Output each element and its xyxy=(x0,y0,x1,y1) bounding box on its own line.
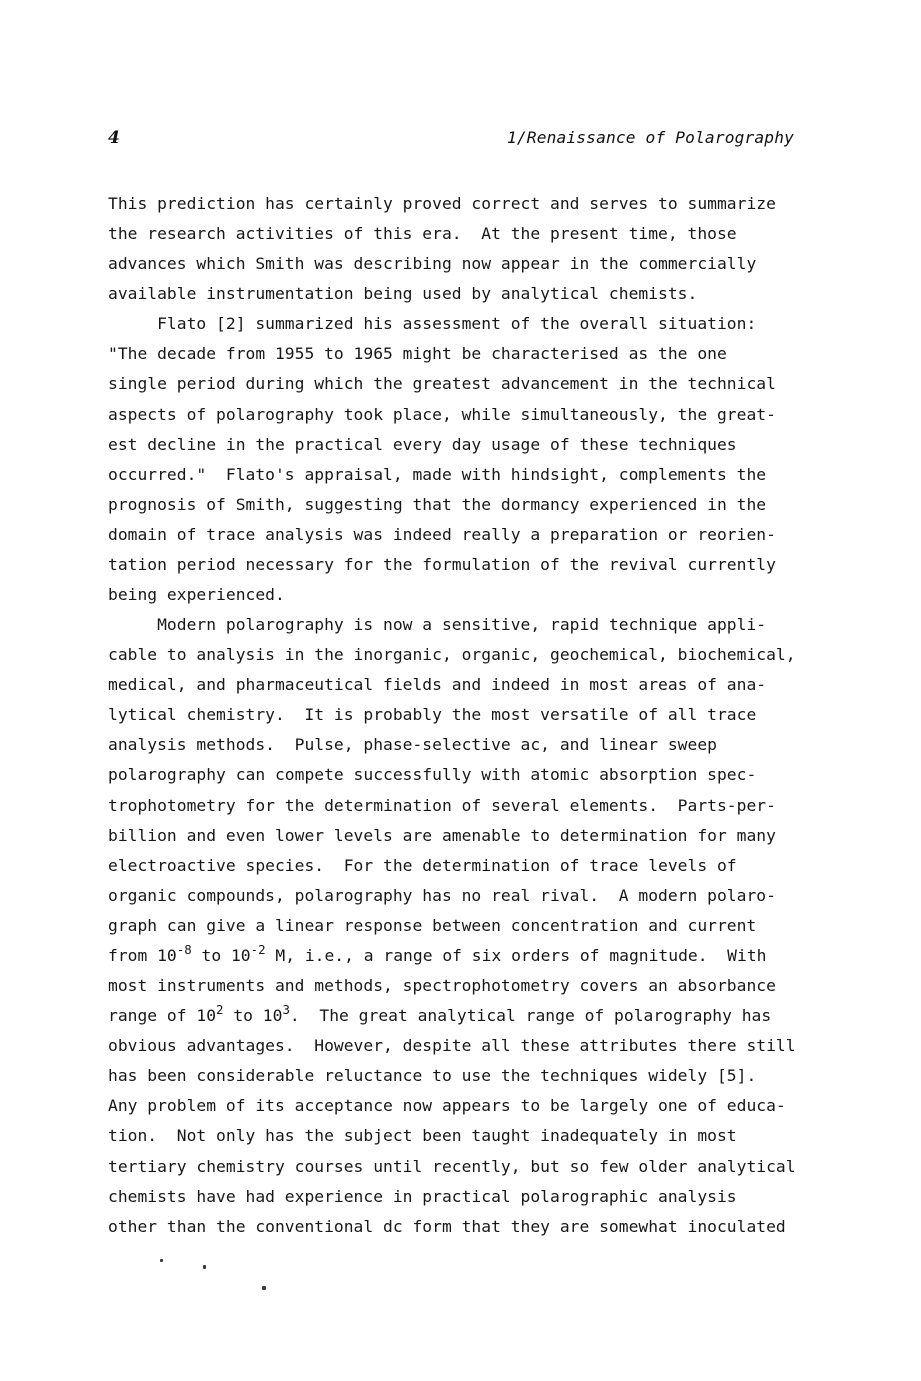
scan-speck xyxy=(203,1265,206,1269)
text-run: M, i.e., a range of six orders of magnitude. With xyxy=(265,945,767,965)
text-run: range of 10 xyxy=(108,1006,217,1026)
text-line: billion and even lower levels are amenable to determination for many xyxy=(108,825,776,845)
text-line: aspects of polarography took place, while simultaneously, the great- xyxy=(108,404,776,424)
text-run: from 10 xyxy=(108,945,177,965)
text-run: to 10 xyxy=(191,945,251,965)
text-line: cable to analysis in the inorganic, organic, geochemical, biochemical, xyxy=(108,645,796,665)
text-line: tertiary chemistry courses until recently, but so few older analytical xyxy=(108,1156,796,1176)
text-line: electroactive species. For the determination of trace levels of xyxy=(108,855,737,875)
scan-speck xyxy=(160,1259,163,1262)
exponent: -2 xyxy=(250,941,266,957)
text-line: domain of trace analysis was indeed really a preparation or reorien- xyxy=(108,524,776,544)
text-run: to 10 xyxy=(223,1006,283,1026)
text-line: This prediction has certainly proved correct and serves to summarize xyxy=(108,194,776,213)
text-line: Flato [2] summarized his assessment of the overall situation: xyxy=(108,314,757,334)
text-run: . The great analytical range of polarography has xyxy=(289,1006,772,1026)
text-line: obvious advantages. However, despite all these attributes there still xyxy=(108,1036,796,1056)
text-line: polarography can compete successfully with atomic absorption spec- xyxy=(108,765,757,785)
text-line: est decline in the practical every day usage of these techniques xyxy=(108,434,737,454)
text-line: most instruments and methods, spectrophotometry covers an absorbance xyxy=(108,976,776,996)
text-line: the research activities of this era. At the present time, those xyxy=(108,224,737,244)
exponent: 2 xyxy=(216,1002,224,1018)
text-line: lytical chemistry. It is probably the most versatile of all trace xyxy=(108,705,757,725)
text-line: organic compounds, polarography has no real rival. A modern polaro- xyxy=(108,885,776,905)
text-line: other than the conventional dc form that they are somewhat inoculated xyxy=(108,1216,786,1236)
text-line: has been considerable reluctance to use the techniques widely [5]. xyxy=(108,1066,757,1086)
page-number: 4 xyxy=(108,128,120,148)
text-line: advances which Smith was describing now appear in the commercially xyxy=(108,254,757,274)
text-line: tion. Not only has the subject been taught inadequately in most xyxy=(108,1126,737,1146)
scan-speck xyxy=(262,1286,266,1290)
body-text xyxy=(108,189,808,1242)
text-line xyxy=(108,1001,808,1031)
text-line: graph can give a linear response between concentration and current xyxy=(108,915,757,935)
running-head xyxy=(108,128,794,152)
text-line: trophotometry for the determination of several elements. Parts-per- xyxy=(108,795,776,815)
text-line: analysis methods. Pulse, phase-selective ac, and linear sweep xyxy=(108,735,717,755)
text-line: being experienced. xyxy=(108,585,285,605)
exponent: -8 xyxy=(176,941,192,957)
exponent: 3 xyxy=(282,1002,290,1018)
text-line: prognosis of Smith, suggesting that the dormancy experienced in the xyxy=(108,494,767,514)
text-line xyxy=(108,941,808,971)
text-line: single period during which the greatest advancement in the technical xyxy=(108,374,776,394)
text-line: available instrumentation being used by analytical chemists. xyxy=(108,284,698,304)
text-line: occurred." Flato's appraisal, made with hindsight, complements the xyxy=(108,464,767,484)
chapter-running-title: 1/Renaissance of Polarography xyxy=(507,128,794,147)
text-line: tation period necessary for the formulation of the revival currently xyxy=(108,554,776,574)
text-line: chemists have had experience in practical polarographic analysis xyxy=(108,1186,737,1206)
text-line: Any problem of its acceptance now appears to be largely one of educa- xyxy=(108,1096,786,1116)
text-line: "The decade from 1955 to 1965 might be characterised as the one xyxy=(108,344,727,364)
text-line: medical, and pharmaceutical fields and indeed in most areas of ana- xyxy=(108,675,767,695)
text-line: Modern polarography is now a sensitive, rapid technique appli- xyxy=(108,615,767,635)
